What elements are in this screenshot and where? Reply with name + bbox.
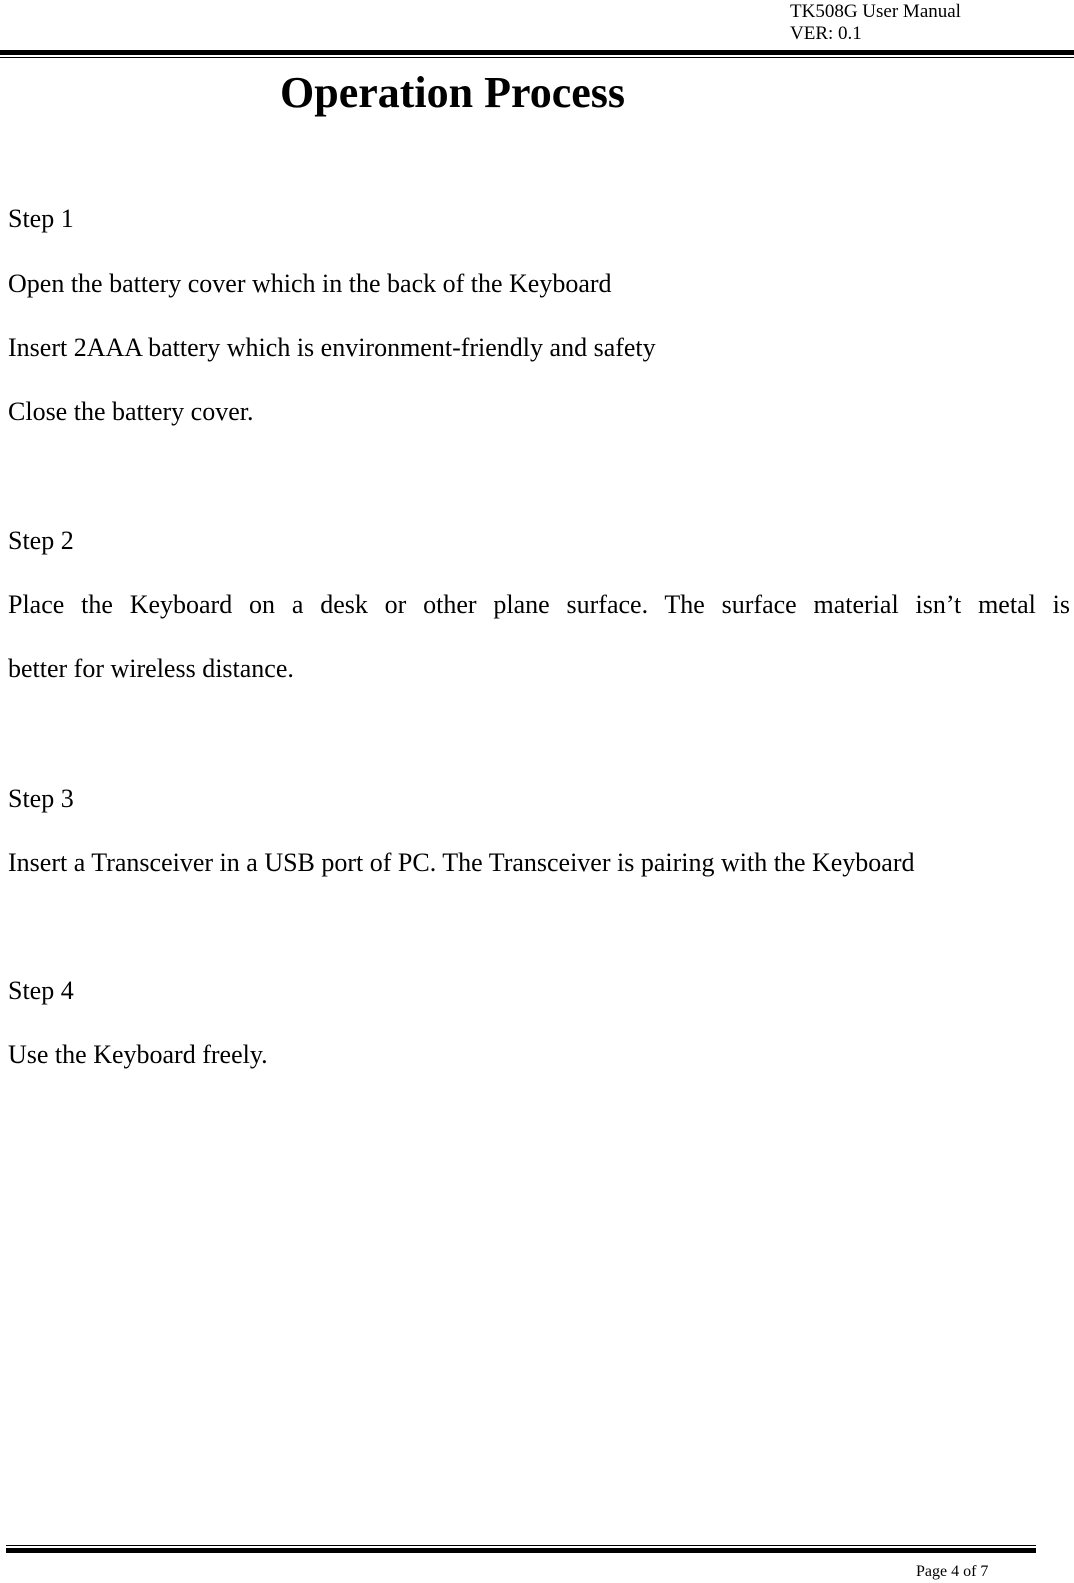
step-4-heading: Step 4: [8, 976, 74, 1005]
header-manual-title: TK508G User Manual: [790, 1, 961, 22]
header-rule-thin: [0, 57, 1074, 58]
footer-rule-thin: [6, 1545, 1036, 1546]
step-3-heading: Step 3: [8, 784, 74, 813]
step-2-line-1: Place the Keyboard on a desk or other plane surface. The surface material isn’t metal is: [8, 590, 1070, 619]
step-1-heading: Step 1: [8, 204, 74, 233]
step-1-line-1: Open the battery cover which in the back of the Keyboard: [8, 269, 612, 298]
step-4-line-1: Use the Keyboard freely.: [8, 1040, 268, 1069]
step-1-line-3: Close the battery cover.: [8, 397, 254, 426]
step-3-line-1: Insert a Transceiver in a USB port of PC. The Transceiver is pairing with the Keyboard: [8, 848, 915, 877]
step-2-line-2: better for wireless distance.: [8, 654, 294, 683]
header-rule-thick: [0, 50, 1074, 55]
step-2-heading: Step 2: [8, 526, 74, 555]
step-1-line-2: Insert 2AAA battery which is environment-friendly and safety: [8, 333, 656, 362]
footer-rule-thick: [6, 1548, 1036, 1553]
page-number: Page 4 of 7: [916, 1563, 989, 1580]
header-version: VER: 0.1: [790, 23, 862, 44]
page-title: Operation Process: [280, 68, 626, 117]
